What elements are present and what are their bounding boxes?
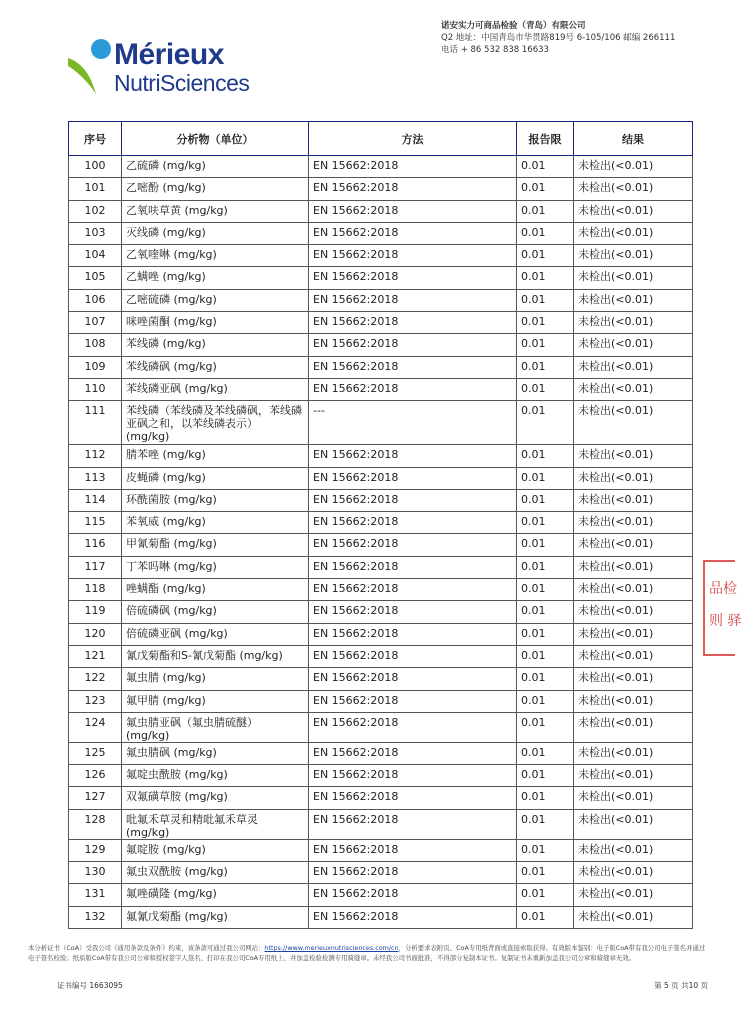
report-limit: 0.01	[517, 906, 574, 928]
analyte-name: 皮蝇磷 (mg/kg)	[122, 467, 309, 489]
method: EN 15662:2018	[309, 742, 517, 764]
analyte-name: 氟唑磺隆 (mg/kg)	[122, 884, 309, 906]
method: EN 15662:2018	[309, 334, 517, 356]
result: 未检出(<0.01)	[574, 178, 693, 200]
report-limit: 0.01	[517, 690, 574, 712]
analyte-name: 氟甲腈 (mg/kg)	[122, 690, 309, 712]
result: 未检出(<0.01)	[574, 668, 693, 690]
row-number: 107	[69, 312, 122, 334]
method: EN 15662:2018	[309, 356, 517, 378]
report-limit: 0.01	[517, 489, 574, 511]
report-limit: 0.01	[517, 787, 574, 809]
report-limit: 0.01	[517, 839, 574, 861]
row-number: 119	[69, 601, 122, 623]
table-row	[69, 156, 693, 178]
report-limit: 0.01	[517, 668, 574, 690]
report-limit: 0.01	[517, 765, 574, 787]
method: EN 15662:2018	[309, 787, 517, 809]
logo-text-merieux: Mérieux	[114, 38, 224, 71]
analyte-name: 唑螨酯 (mg/kg)	[122, 579, 309, 601]
table-header-row	[69, 122, 693, 156]
company-info	[441, 20, 675, 56]
result: 未检出(<0.01)	[574, 556, 693, 578]
table-row	[69, 601, 693, 623]
report-limit: 0.01	[517, 712, 574, 742]
report-limit: 0.01	[517, 445, 574, 467]
result: 未检出(<0.01)	[574, 534, 693, 556]
row-number: 125	[69, 742, 122, 764]
method: EN 15662:2018	[309, 445, 517, 467]
table-row	[69, 489, 693, 511]
report-limit: 0.01	[517, 884, 574, 906]
row-number: 122	[69, 668, 122, 690]
analyte-name: 苯线磷亚砜 (mg/kg)	[122, 378, 309, 400]
row-number: 110	[69, 378, 122, 400]
method: EN 15662:2018	[309, 906, 517, 928]
result: 未检出(<0.01)	[574, 245, 693, 267]
row-number: 117	[69, 556, 122, 578]
report-limit: 0.01	[517, 222, 574, 244]
method: EN 15662:2018	[309, 512, 517, 534]
table-row	[69, 556, 693, 578]
row-number: 112	[69, 445, 122, 467]
disclaimer	[28, 944, 708, 963]
report-limit: 0.01	[517, 556, 574, 578]
report-limit: 0.01	[517, 623, 574, 645]
table-row	[69, 668, 693, 690]
table-row	[69, 445, 693, 467]
method: EN 15662:2018	[309, 601, 517, 623]
table-row	[69, 742, 693, 764]
header-method: 方法	[309, 122, 517, 156]
result: 未检出(<0.01)	[574, 334, 693, 356]
method: ---	[309, 401, 517, 445]
report-limit: 0.01	[517, 178, 574, 200]
company-phone: 电话 + 86 532 838 16633	[441, 45, 549, 55]
report-limit: 0.01	[517, 467, 574, 489]
logo-mark-icon	[66, 36, 116, 100]
report-limit: 0.01	[517, 862, 574, 884]
table-row	[69, 534, 693, 556]
result: 未检出(<0.01)	[574, 623, 693, 645]
method: EN 15662:2018	[309, 156, 517, 178]
method: EN 15662:2018	[309, 178, 517, 200]
table-row	[69, 690, 693, 712]
table-row	[69, 884, 693, 906]
row-number: 111	[69, 401, 122, 445]
report-limit: 0.01	[517, 289, 574, 311]
method: EN 15662:2018	[309, 289, 517, 311]
report-limit: 0.01	[517, 156, 574, 178]
table-row	[69, 839, 693, 861]
analyte-name: 咪唑菌酮 (mg/kg)	[122, 312, 309, 334]
method: EN 15662:2018	[309, 765, 517, 787]
website-link[interactable]: https://www.merieuxnutrisciences.com/cn	[264, 944, 399, 952]
report-limit: 0.01	[517, 512, 574, 534]
analyte-name: 灭线磷 (mg/kg)	[122, 222, 309, 244]
stamp-line2: 则 驿	[709, 613, 741, 629]
analyte-name: 甲氰菊酯 (mg/kg)	[122, 534, 309, 556]
method: EN 15662:2018	[309, 267, 517, 289]
analyte-name: 苯线磷 (mg/kg)	[122, 334, 309, 356]
row-number: 102	[69, 200, 122, 222]
disclaimer-post: ，分析要求表附页、CoA专用纸背面或直接索取获得。有效版本鉴别：电子版CoA带有我公司电子签名并通过电子签名校验；纸质版CoA带有我公司公章和授权签字人签名、打印在我公司CoA专用纸上、并加盖检验检测专用骑缝章。未经我公司书面批准，不得部分复制本证书。复制证书未重新加盖我公司公章和骑缝章无效。	[28, 944, 706, 962]
table-row	[69, 378, 693, 400]
result: 未检出(<0.01)	[574, 445, 693, 467]
report-limit: 0.01	[517, 742, 574, 764]
row-number: 129	[69, 839, 122, 861]
result: 未检出(<0.01)	[574, 765, 693, 787]
row-number: 128	[69, 809, 122, 839]
table-row	[69, 178, 693, 200]
row-number: 104	[69, 245, 122, 267]
result: 未检出(<0.01)	[574, 839, 693, 861]
method: EN 15662:2018	[309, 579, 517, 601]
row-number: 132	[69, 906, 122, 928]
method: EN 15662:2018	[309, 556, 517, 578]
analyte-name: 苯氧威 (mg/kg)	[122, 512, 309, 534]
row-number: 127	[69, 787, 122, 809]
analyte-name: 双氟磺草胺 (mg/kg)	[122, 787, 309, 809]
page-number: 第 5 页 共10 页	[654, 981, 708, 990]
result: 未检出(<0.01)	[574, 884, 693, 906]
row-number: 121	[69, 645, 122, 667]
table-row	[69, 623, 693, 645]
table-row	[69, 267, 693, 289]
row-number: 100	[69, 156, 122, 178]
method: EN 15662:2018	[309, 884, 517, 906]
analyte-name: 腈苯唑 (mg/kg)	[122, 445, 309, 467]
result: 未检出(<0.01)	[574, 401, 693, 445]
report-limit: 0.01	[517, 356, 574, 378]
analyte-name: 吡氟禾草灵和精吡氟禾草灵 (mg/kg)	[122, 809, 309, 839]
method: EN 15662:2018	[309, 809, 517, 839]
method: EN 15662:2018	[309, 222, 517, 244]
report-limit: 0.01	[517, 579, 574, 601]
table-row	[69, 512, 693, 534]
row-number: 131	[69, 884, 122, 906]
row-number: 115	[69, 512, 122, 534]
result: 未检出(<0.01)	[574, 356, 693, 378]
result: 未检出(<0.01)	[574, 906, 693, 928]
row-number: 124	[69, 712, 122, 742]
table-row	[69, 334, 693, 356]
result: 未检出(<0.01)	[574, 289, 693, 311]
result: 未检出(<0.01)	[574, 512, 693, 534]
certificate-number: 证书编号 1663095	[57, 981, 123, 990]
analyte-name: 氟啶虫酰胺 (mg/kg)	[122, 765, 309, 787]
header-limit: 报告限	[517, 122, 574, 156]
company-name: 诺安实力可商品检验（青岛）有限公司	[441, 21, 586, 31]
analyte-name: 丁苯吗啉 (mg/kg)	[122, 556, 309, 578]
method: EN 15662:2018	[309, 712, 517, 742]
table-row	[69, 712, 693, 742]
header-no: 序号	[69, 122, 122, 156]
report-limit: 0.01	[517, 245, 574, 267]
row-number: 105	[69, 267, 122, 289]
merieux-logo	[66, 36, 256, 106]
stamp-line1: 品检	[709, 581, 737, 597]
analyte-name: 苯线磷砜 (mg/kg)	[122, 356, 309, 378]
report-limit: 0.01	[517, 267, 574, 289]
result: 未检出(<0.01)	[574, 312, 693, 334]
result: 未检出(<0.01)	[574, 489, 693, 511]
row-number: 108	[69, 334, 122, 356]
method: EN 15662:2018	[309, 489, 517, 511]
table-row	[69, 200, 693, 222]
row-number: 123	[69, 690, 122, 712]
row-number: 109	[69, 356, 122, 378]
report-limit: 0.01	[517, 401, 574, 445]
row-number: 101	[69, 178, 122, 200]
result: 未检出(<0.01)	[574, 467, 693, 489]
result: 未检出(<0.01)	[574, 267, 693, 289]
table-row	[69, 467, 693, 489]
table-row	[69, 765, 693, 787]
row-number: 118	[69, 579, 122, 601]
company-address: Q2 地址：中国青岛市华贯路819号 6-105/106 邮编 266111	[441, 33, 676, 43]
method: EN 15662:2018	[309, 467, 517, 489]
method: EN 15662:2018	[309, 200, 517, 222]
table-row	[69, 809, 693, 839]
method: EN 15662:2018	[309, 668, 517, 690]
report-limit: 0.01	[517, 601, 574, 623]
row-number: 106	[69, 289, 122, 311]
table-row	[69, 312, 693, 334]
method: EN 15662:2018	[309, 839, 517, 861]
method: EN 15662:2018	[309, 245, 517, 267]
analyte-name: 氟啶胺 (mg/kg)	[122, 839, 309, 861]
table-row	[69, 289, 693, 311]
method: EN 15662:2018	[309, 534, 517, 556]
report-limit: 0.01	[517, 809, 574, 839]
result: 未检出(<0.01)	[574, 222, 693, 244]
table-row	[69, 245, 693, 267]
result: 未检出(<0.01)	[574, 787, 693, 809]
analyte-name: 苯线磷（苯线磷及苯线磷砜，苯线磷亚砜之和，以苯线磷表示） (mg/kg)	[122, 401, 309, 445]
method: EN 15662:2018	[309, 862, 517, 884]
result: 未检出(<0.01)	[574, 712, 693, 742]
header-analyte: 分析物（单位）	[122, 122, 309, 156]
analyte-name: 倍硫磷砜 (mg/kg)	[122, 601, 309, 623]
result: 未检出(<0.01)	[574, 809, 693, 839]
result: 未检出(<0.01)	[574, 862, 693, 884]
seal-stamp	[703, 560, 741, 656]
row-number: 113	[69, 467, 122, 489]
header-result: 结果	[574, 122, 693, 156]
analyte-name: 乙螨唑 (mg/kg)	[122, 267, 309, 289]
row-number: 114	[69, 489, 122, 511]
table-row	[69, 787, 693, 809]
result: 未检出(<0.01)	[574, 200, 693, 222]
method: EN 15662:2018	[309, 690, 517, 712]
report-limit: 0.01	[517, 334, 574, 356]
analyte-name: 氰戊菊酯和S-氰戊菊酯 (mg/kg)	[122, 645, 309, 667]
method: EN 15662:2018	[309, 623, 517, 645]
report-limit: 0.01	[517, 534, 574, 556]
result: 未检出(<0.01)	[574, 645, 693, 667]
analyte-name: 乙氧喹啉 (mg/kg)	[122, 245, 309, 267]
report-limit: 0.01	[517, 378, 574, 400]
analyte-name: 乙氧呋草黄 (mg/kg)	[122, 200, 309, 222]
table-row	[69, 645, 693, 667]
table-row	[69, 862, 693, 884]
results-table	[68, 121, 693, 929]
report-limit: 0.01	[517, 200, 574, 222]
row-number: 120	[69, 623, 122, 645]
analyte-name: 氟虫腈 (mg/kg)	[122, 668, 309, 690]
method: EN 15662:2018	[309, 378, 517, 400]
analyte-name: 氟氰戊菊酯 (mg/kg)	[122, 906, 309, 928]
analyte-name: 乙硫磷 (mg/kg)	[122, 156, 309, 178]
result: 未检出(<0.01)	[574, 378, 693, 400]
analyte-name: 倍硫磷亚砜 (mg/kg)	[122, 623, 309, 645]
table-row	[69, 401, 693, 445]
method: EN 15662:2018	[309, 312, 517, 334]
table-row	[69, 906, 693, 928]
analyte-name: 氟虫腈砜 (mg/kg)	[122, 742, 309, 764]
result: 未检出(<0.01)	[574, 690, 693, 712]
disclaimer-pre: 本分析证书（CoA）受我公司《通用条款及条件》约束，该条款可通过我公司网站：	[28, 944, 265, 952]
method: EN 15662:2018	[309, 645, 517, 667]
result: 未检出(<0.01)	[574, 742, 693, 764]
row-number: 130	[69, 862, 122, 884]
report-limit: 0.01	[517, 312, 574, 334]
analyte-name: 环酰菌胺 (mg/kg)	[122, 489, 309, 511]
logo-text-nutrisciences: NutriSciences	[114, 70, 250, 96]
analyte-name: 氟虫腈亚砜（氟虫腈硫醚） (mg/kg)	[122, 712, 309, 742]
result: 未检出(<0.01)	[574, 156, 693, 178]
row-number: 116	[69, 534, 122, 556]
analyte-name: 乙嘧硫磷 (mg/kg)	[122, 289, 309, 311]
result: 未检出(<0.01)	[574, 579, 693, 601]
report-limit: 0.01	[517, 645, 574, 667]
table-row	[69, 222, 693, 244]
table-row	[69, 356, 693, 378]
table-row	[69, 579, 693, 601]
row-number: 126	[69, 765, 122, 787]
row-number: 103	[69, 222, 122, 244]
analyte-name: 氟虫双酰胺 (mg/kg)	[122, 862, 309, 884]
result: 未检出(<0.01)	[574, 601, 693, 623]
analyte-name: 乙嘧酚 (mg/kg)	[122, 178, 309, 200]
